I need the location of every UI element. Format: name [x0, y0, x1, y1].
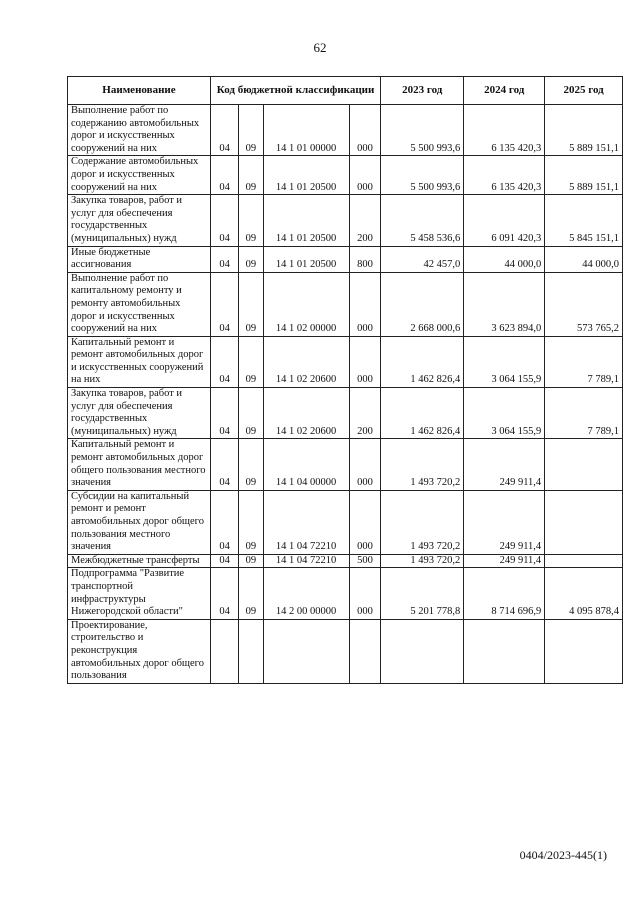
code-expense-type: 000 — [349, 105, 381, 156]
table-row — [68, 490, 623, 554]
code-expense-type: 000 — [349, 568, 381, 619]
amount-2024: 6 091 420,3 — [464, 195, 545, 246]
row-name: Межбюджетные трансферты — [68, 554, 211, 568]
code-subsection — [239, 619, 263, 683]
amount-2023: 5 201 778,8 — [381, 568, 464, 619]
code-expense-type: 200 — [349, 195, 381, 246]
header-name: Наименование — [68, 77, 211, 105]
code-section: 04 — [210, 105, 238, 156]
table-row — [68, 156, 623, 195]
code-subsection: 09 — [239, 568, 263, 619]
code-subsection: 09 — [239, 272, 263, 336]
table-row — [68, 554, 623, 568]
code-section: 04 — [210, 336, 238, 387]
code-expense-type: 000 — [349, 336, 381, 387]
code-section — [210, 619, 238, 683]
table-row — [68, 619, 623, 683]
amount-2024: 249 911,4 — [464, 554, 545, 568]
amount-2023: 1 462 826,4 — [381, 388, 464, 439]
amount-2024: 8 714 696,9 — [464, 568, 545, 619]
amount-2025 — [545, 439, 623, 490]
row-name: Содержание автомобильных дорог и искусственных сооружений на них — [68, 156, 211, 195]
amount-2025 — [545, 619, 623, 683]
amount-2025: 7 789,1 — [545, 336, 623, 387]
amount-2025 — [545, 554, 623, 568]
code-target-article: 14 1 01 20500 — [263, 195, 349, 246]
code-target-article — [263, 619, 349, 683]
table-body — [68, 105, 623, 684]
row-name: Закупка товаров, работ и услуг для обеспечения государственных (муниципальных) нужд — [68, 195, 211, 246]
table-row — [68, 388, 623, 439]
amount-2023: 1 493 720,2 — [381, 554, 464, 568]
code-section: 04 — [210, 388, 238, 439]
code-subsection: 09 — [239, 105, 263, 156]
code-section: 04 — [210, 568, 238, 619]
amount-2023: 1 493 720,2 — [381, 439, 464, 490]
code-subsection: 09 — [239, 336, 263, 387]
code-expense-type: 000 — [349, 439, 381, 490]
amount-2023: 5 500 993,6 — [381, 156, 464, 195]
code-target-article: 14 1 01 20500 — [263, 156, 349, 195]
amount-2023: 42 457,0 — [381, 246, 464, 272]
amount-2024: 6 135 420,3 — [464, 105, 545, 156]
document-code: 0404/2023-445(1) — [519, 848, 607, 862]
code-section: 04 — [210, 490, 238, 554]
code-target-article: 14 1 02 00000 — [263, 272, 349, 336]
budget-table — [67, 76, 623, 684]
code-target-article: 14 2 00 00000 — [263, 568, 349, 619]
table-row — [68, 336, 623, 387]
code-target-article: 14 1 04 72210 — [263, 490, 349, 554]
code-expense-type: 000 — [349, 272, 381, 336]
code-target-article: 14 1 04 72210 — [263, 554, 349, 568]
code-subsection: 09 — [239, 439, 263, 490]
code-section: 04 — [210, 246, 238, 272]
row-name: Проектирование, строительство и реконструкция автомобильных дорог общего пользования — [68, 619, 211, 683]
header-2024: 2024 год — [464, 77, 545, 105]
amount-2024: 6 135 420,3 — [464, 156, 545, 195]
code-section: 04 — [210, 156, 238, 195]
amount-2025: 5 845 151,1 — [545, 195, 623, 246]
amount-2024: 3 623 894,0 — [464, 272, 545, 336]
row-name: Капитальный ремонт и ремонт автомобильных дорог общего пользования местного значения — [68, 439, 211, 490]
code-target-article: 14 1 02 20600 — [263, 388, 349, 439]
amount-2023: 5 458 536,6 — [381, 195, 464, 246]
page-number: 62 — [313, 40, 327, 55]
header-2025: 2025 год — [545, 77, 623, 105]
header-code: Код бюджетной классификации — [210, 77, 380, 105]
code-expense-type: 000 — [349, 490, 381, 554]
table-header-row — [68, 77, 623, 105]
code-subsection: 09 — [239, 554, 263, 568]
code-section: 04 — [210, 195, 238, 246]
code-subsection: 09 — [239, 490, 263, 554]
amount-2025: 5 889 151,1 — [545, 105, 623, 156]
code-expense-type: 800 — [349, 246, 381, 272]
row-name: Закупка товаров, работ и услуг для обеспечения государственных (муниципальных) нужд — [68, 388, 211, 439]
amount-2025: 44 000,0 — [545, 246, 623, 272]
row-name: Подпрограмма "Развитие транспортной инфраструктуры Нижегородской области" — [68, 568, 211, 619]
code-expense-type — [349, 619, 381, 683]
row-name: Иные бюджетные ассигнования — [68, 246, 211, 272]
code-section: 04 — [210, 272, 238, 336]
amount-2023: 5 500 993,6 — [381, 105, 464, 156]
code-expense-type: 200 — [349, 388, 381, 439]
code-subsection: 09 — [239, 156, 263, 195]
amount-2024: 249 911,4 — [464, 490, 545, 554]
code-subsection: 09 — [239, 388, 263, 439]
table-row — [68, 246, 623, 272]
code-section: 04 — [210, 554, 238, 568]
table-row — [68, 105, 623, 156]
amount-2023: 2 668 000,6 — [381, 272, 464, 336]
code-target-article: 14 1 01 00000 — [263, 105, 349, 156]
code-expense-type: 500 — [349, 554, 381, 568]
code-target-article: 14 1 01 20500 — [263, 246, 349, 272]
code-subsection: 09 — [239, 246, 263, 272]
row-name: Капитальный ремонт и ремонт автомобильных дорог и искусственных сооружений на них — [68, 336, 211, 387]
amount-2024 — [464, 619, 545, 683]
amount-2025: 5 889 151,1 — [545, 156, 623, 195]
amount-2024: 3 064 155,9 — [464, 388, 545, 439]
code-target-article: 14 1 04 00000 — [263, 439, 349, 490]
amount-2025: 573 765,2 — [545, 272, 623, 336]
table-row — [68, 439, 623, 490]
amount-2025: 7 789,1 — [545, 388, 623, 439]
code-subsection: 09 — [239, 195, 263, 246]
amount-2023 — [381, 619, 464, 683]
row-name: Выполнение работ по содержанию автомобильных дорог и искусственных сооружений на них — [68, 105, 211, 156]
code-target-article: 14 1 02 20600 — [263, 336, 349, 387]
amount-2023: 1 462 826,4 — [381, 336, 464, 387]
row-name: Выполнение работ по капитальному ремонту и ремонту автомобильных дорог и искусственных сооружений на них — [68, 272, 211, 336]
amount-2025 — [545, 490, 623, 554]
amount-2024: 44 000,0 — [464, 246, 545, 272]
table-row — [68, 568, 623, 619]
code-expense-type: 000 — [349, 156, 381, 195]
table-row — [68, 195, 623, 246]
code-section: 04 — [210, 439, 238, 490]
header-2023: 2023 год — [381, 77, 464, 105]
amount-2024: 3 064 155,9 — [464, 336, 545, 387]
amount-2024: 249 911,4 — [464, 439, 545, 490]
amount-2025: 4 095 878,4 — [545, 568, 623, 619]
row-name: Субсидии на капитальный ремонт и ремонт автомобильных дорог общего пользования местного значения — [68, 490, 211, 554]
table-row — [68, 272, 623, 336]
amount-2023: 1 493 720,2 — [381, 490, 464, 554]
